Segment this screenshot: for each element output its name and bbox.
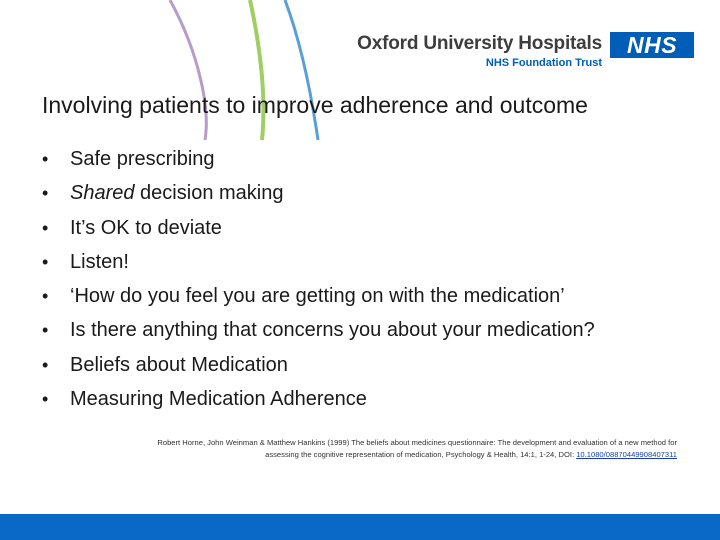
reference-line-2 [40, 449, 677, 461]
footer-bar [0, 514, 720, 540]
bullet-dot: • [42, 183, 49, 204]
bullet-item [42, 247, 595, 281]
bullet-text: Measuring Medication Adherence [70, 388, 367, 411]
reference-line-1: Robert Horne, John Weinman & Matthew Hankins (1999) The beliefs about medicines questionnaire: The development and evaluation of a new method for [157, 438, 677, 447]
blue-arc [285, 0, 318, 140]
bullet-item [42, 350, 595, 384]
bullet-item [42, 315, 595, 349]
green-arc [250, 0, 264, 140]
reference-line-2-text: assessing the cognitive representation of medication, Psychology & Health, 14:1, 1-24, DOI: [265, 450, 577, 459]
bullet-text: ‘How do you feel you are getting on with the medication’ [70, 285, 565, 308]
nhs-badge: NHS [610, 32, 694, 58]
bullet-text: decision making [134, 182, 284, 205]
bullet-dot: • [42, 149, 49, 169]
bullet-item [42, 281, 595, 315]
decorative-arcs [0, 0, 720, 140]
bullet-text: Safe prescribing [70, 148, 215, 170]
bullet-text: Is there anything that concerns you about your medication? [70, 319, 595, 342]
logo-organisation: Oxford University Hospitals [357, 33, 602, 54]
bullet-list [42, 144, 595, 418]
purple-arc [170, 0, 206, 140]
bullet-dot: • [42, 389, 49, 410]
bullet-dot: • [42, 320, 49, 341]
bullet-emphasis: Shared [70, 182, 135, 205]
bullet-item [42, 384, 595, 418]
bullet-text: Listen! [70, 250, 129, 273]
bullet-dot: • [42, 217, 49, 238]
bullet-item [42, 213, 595, 247]
logo-trust-name: NHS Foundation Trust [485, 57, 602, 69]
bullet-dot: • [42, 354, 49, 375]
bullet-dot: • [42, 251, 49, 272]
bullet-dot: • [42, 286, 49, 307]
bullet-item [42, 178, 595, 212]
bullet-text: Beliefs about Medication [70, 353, 288, 376]
bullet-text: It’s OK to deviate [70, 216, 222, 239]
reference-citation [40, 437, 677, 461]
doi-link[interactable]: 10.1080/08870449908407311 [576, 450, 677, 459]
slide-title: Involving patients to improve adherence and outcome [42, 92, 588, 118]
bullet-item [42, 144, 595, 178]
